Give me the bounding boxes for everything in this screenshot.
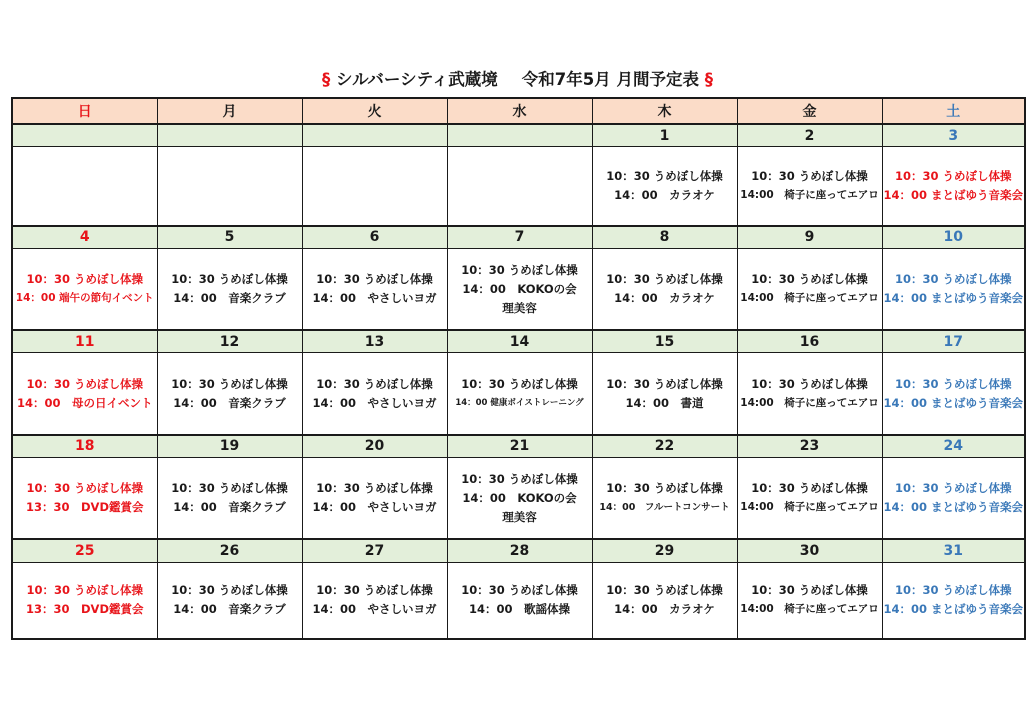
event-line: 14：00 まとばゆう音楽会	[883, 602, 1023, 617]
event-line: 10：30 うめぼし体操	[316, 272, 433, 287]
event-line: 14：00 音楽クラブ	[173, 395, 286, 410]
date-cell	[157, 124, 302, 147]
event-line: 10：30 うめぼし体操	[26, 583, 143, 598]
date-cell: 5	[157, 226, 302, 249]
weekday-header-monday: 月	[157, 98, 302, 124]
event-line: 10：30 うめぼし体操	[316, 583, 433, 598]
date-cell: 6	[302, 226, 447, 249]
day-events-cell	[882, 147, 1025, 226]
date-cell: 8	[592, 226, 737, 249]
date-cell: 31	[882, 539, 1025, 562]
event-line: 13：30 DVD鑑賞会	[26, 500, 144, 515]
date-cell	[12, 124, 157, 147]
event-line: 14:00 椅子に座ってエアロ	[740, 501, 879, 514]
event-line: 10：30 うめぼし体操	[26, 272, 143, 287]
day-events-cell	[157, 147, 302, 226]
event-line: 13：30 DVD鑑賞会	[26, 602, 144, 617]
event-line: 10：30 うめぼし体操	[461, 583, 578, 598]
date-cell: 24	[882, 435, 1025, 458]
day-events-cell	[12, 353, 157, 435]
event-line: 10：30 うめぼし体操	[606, 168, 723, 183]
event-line: 10：30 うめぼし体操	[171, 376, 288, 391]
title-period: 令和7年5月	[521, 70, 611, 89]
weekday-header-row	[12, 98, 1025, 124]
date-cell: 27	[302, 539, 447, 562]
event-line: 14：00 KOKOの会	[462, 490, 577, 505]
day-events-cell	[447, 562, 592, 639]
date-cell: 20	[302, 435, 447, 458]
date-cell: 10	[882, 226, 1025, 249]
event-line: 14：00 音楽クラブ	[173, 602, 286, 617]
date-cell	[302, 124, 447, 147]
weekday-header-sunday: 日	[12, 98, 157, 124]
event-line: 10：30 うめぼし体操	[751, 481, 868, 496]
event-line: 10：30 うめぼし体操	[461, 471, 578, 486]
day-events-cell	[882, 353, 1025, 435]
day-events-cell	[157, 248, 302, 330]
event-line: 14:00 椅子に座ってエアロ	[740, 292, 879, 305]
event-line: 14：00 カラオケ	[614, 291, 715, 306]
day-events-cell	[592, 562, 737, 639]
date-cell: 30	[737, 539, 882, 562]
event-line: 10：30 うめぼし体操	[461, 376, 578, 391]
day-events-cell	[157, 562, 302, 639]
day-events-cell	[592, 248, 737, 330]
page-title	[0, 66, 1035, 94]
event-line: 10：30 うめぼし体操	[894, 272, 1012, 287]
event-line: 14：00 音楽クラブ	[173, 500, 286, 515]
date-row	[12, 330, 1025, 353]
title-facility: シルバーシティ武蔵境	[335, 70, 498, 89]
day-events-cell	[302, 248, 447, 330]
events-row	[12, 353, 1025, 435]
weekday-header-thursday: 木	[592, 98, 737, 124]
date-cell: 15	[592, 330, 737, 353]
date-cell: 19	[157, 435, 302, 458]
day-events-cell	[302, 147, 447, 226]
event-line: 10：30 うめぼし体操	[171, 481, 288, 496]
event-line: 10：30 うめぼし体操	[606, 583, 723, 598]
event-line: 14：00 母の日イベント	[16, 395, 153, 410]
events-row	[12, 457, 1025, 539]
day-events-cell	[592, 353, 737, 435]
event-line: 14：00 まとばゆう音楽会	[883, 395, 1023, 410]
events-row	[12, 147, 1025, 226]
day-events-cell	[737, 353, 882, 435]
weekday-header-friday: 金	[737, 98, 882, 124]
weekday-header-wednesday: 水	[447, 98, 592, 124]
day-events-cell	[882, 248, 1025, 330]
event-line: 14：00 音楽クラブ	[173, 291, 286, 306]
day-events-cell	[302, 562, 447, 639]
date-row	[12, 124, 1025, 147]
event-line: 14：00 健康ボイストレーニング	[455, 397, 584, 408]
events-row	[12, 562, 1025, 639]
date-cell: 12	[157, 330, 302, 353]
monthly-calendar	[11, 97, 1026, 640]
date-cell: 25	[12, 539, 157, 562]
section-mark-right: §	[704, 70, 713, 89]
day-events-cell	[157, 353, 302, 435]
event-line: 14：00 まとばゆう音楽会	[883, 500, 1023, 515]
date-cell: 22	[592, 435, 737, 458]
day-events-cell	[157, 457, 302, 539]
event-line: 10：30 うめぼし体操	[26, 376, 143, 391]
day-events-cell	[447, 248, 592, 330]
date-cell: 17	[882, 330, 1025, 353]
day-events-cell	[12, 248, 157, 330]
event-line: 10：30 うめぼし体操	[894, 481, 1012, 496]
event-line: 理美容	[502, 300, 537, 315]
section-mark-left: §	[321, 70, 331, 89]
day-events-cell	[302, 353, 447, 435]
date-cell: 4	[12, 226, 157, 249]
date-cell: 3	[882, 124, 1025, 147]
event-line: 14：00 やさしいヨガ	[312, 500, 437, 515]
event-line: 14：00 まとばゆう音楽会	[883, 187, 1023, 202]
event-line: 10：30 うめぼし体操	[894, 168, 1012, 183]
date-cell: 16	[737, 330, 882, 353]
event-line: 10：30 うめぼし体操	[751, 272, 868, 287]
event-line: 14：00 カラオケ	[614, 187, 715, 202]
day-events-cell	[882, 562, 1025, 639]
date-cell: 23	[737, 435, 882, 458]
date-cell: 9	[737, 226, 882, 249]
day-events-cell	[302, 457, 447, 539]
event-line: 10：30 うめぼし体操	[26, 481, 143, 496]
day-events-cell	[737, 457, 882, 539]
event-line: 14:00 椅子に座ってエアロ	[740, 188, 879, 201]
weekday-header-saturday: 土	[882, 98, 1025, 124]
day-events-cell	[447, 353, 592, 435]
event-line: 理美容	[502, 509, 537, 524]
event-line: 14：00 カラオケ	[614, 602, 715, 617]
day-events-cell	[737, 147, 882, 226]
event-line: 14：00 端午の節句イベント	[15, 292, 154, 305]
date-row	[12, 226, 1025, 249]
weekday-header-tuesday: 火	[302, 98, 447, 124]
event-line: 14:00 椅子に座ってエアロ	[740, 603, 879, 616]
event-line: 10：30 うめぼし体操	[171, 583, 288, 598]
date-cell: 7	[447, 226, 592, 249]
day-events-cell	[12, 147, 157, 226]
date-cell: 29	[592, 539, 737, 562]
event-line: 14：00 書道	[625, 395, 704, 410]
event-line: 14：00 やさしいヨガ	[312, 291, 437, 306]
day-events-cell	[12, 457, 157, 539]
event-line: 10：30 うめぼし体操	[171, 272, 288, 287]
event-line: 10：30 うめぼし体操	[751, 168, 868, 183]
date-cell: 14	[447, 330, 592, 353]
event-line: 14:00 椅子に座ってエアロ	[740, 396, 879, 409]
date-cell: 2	[737, 124, 882, 147]
title-label: 月間予定表	[616, 70, 699, 89]
event-line: 10：30 うめぼし体操	[606, 376, 723, 391]
day-events-cell	[882, 457, 1025, 539]
event-line: 10：30 うめぼし体操	[316, 481, 433, 496]
date-row	[12, 539, 1025, 562]
event-line: 10：30 うめぼし体操	[894, 376, 1012, 391]
event-line: 14：00 まとばゆう音楽会	[883, 291, 1023, 306]
day-events-cell	[737, 248, 882, 330]
date-row	[12, 435, 1025, 458]
date-cell: 1	[592, 124, 737, 147]
date-cell: 18	[12, 435, 157, 458]
event-line: 14：00 やさしいヨガ	[312, 395, 437, 410]
event-line: 14：00 歌謡体操	[468, 602, 570, 617]
event-line: 10：30 うめぼし体操	[606, 272, 723, 287]
date-cell: 11	[12, 330, 157, 353]
date-cell: 21	[447, 435, 592, 458]
event-line: 10：30 うめぼし体操	[894, 583, 1012, 598]
events-row	[12, 248, 1025, 330]
event-line: 10：30 うめぼし体操	[606, 481, 723, 496]
day-events-cell	[447, 147, 592, 226]
date-cell: 28	[447, 539, 592, 562]
day-events-cell	[12, 562, 157, 639]
event-line: 10：30 うめぼし体操	[461, 262, 578, 277]
event-line: 10：30 うめぼし体操	[316, 376, 433, 391]
event-line: 14：00 やさしいヨガ	[312, 602, 437, 617]
event-line: 14：00 KOKOの会	[462, 281, 577, 296]
day-events-cell	[737, 562, 882, 639]
date-cell: 26	[157, 539, 302, 562]
event-line: 10：30 うめぼし体操	[751, 376, 868, 391]
event-line: 10：30 うめぼし体操	[751, 583, 868, 598]
day-events-cell	[447, 457, 592, 539]
date-cell: 13	[302, 330, 447, 353]
event-line: 14：00 フルートコンサート	[599, 502, 730, 514]
day-events-cell	[592, 457, 737, 539]
date-cell	[447, 124, 592, 147]
day-events-cell	[592, 147, 737, 226]
